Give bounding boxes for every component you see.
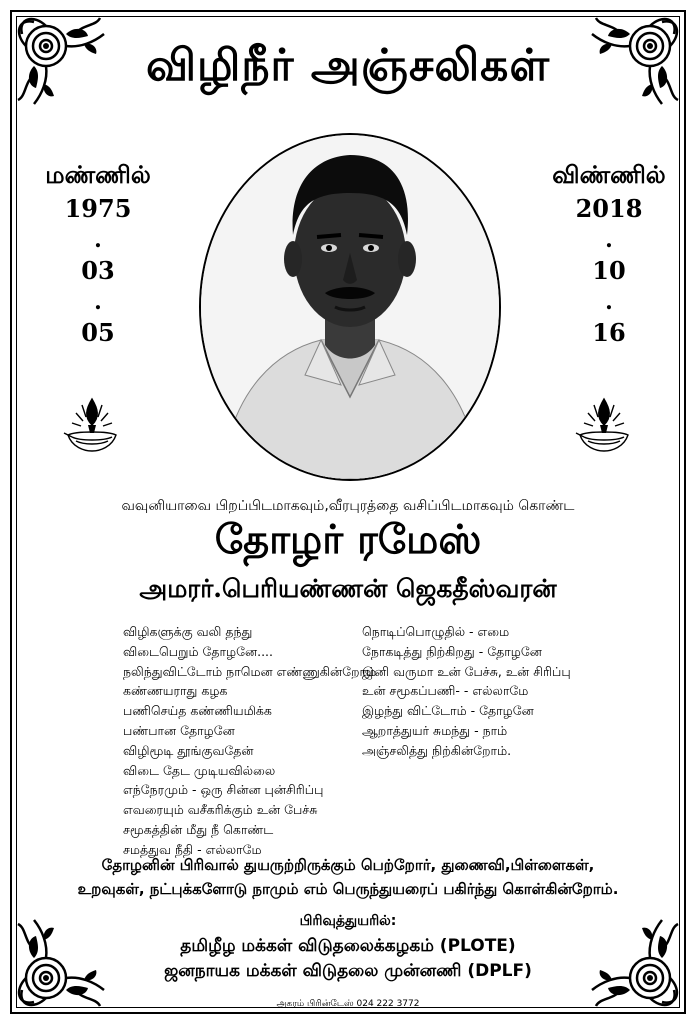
oil-lamp-icon (574, 395, 634, 459)
poem-line: நலிந்துவிட்டோம் நாமென எண்ணுகின்றோம் (123, 663, 377, 679)
condolence-message (40, 853, 656, 901)
sorrow-label: பிரிவுத்துயரில்: (299, 913, 397, 929)
page-title: விழிநீர் அஞ்சலிகள் (145, 40, 551, 91)
poem-line: பணிசெய்த கண்ணியமிக்க (123, 703, 272, 719)
birth-year: 1975 (64, 194, 132, 223)
birth-label: மண்ணில் (45, 160, 151, 189)
poem-line: எவரையும் வசீகரிக்கும் உன் பேச்சு (123, 802, 318, 818)
condolence-line: உறவுகள், நட்புக்களோடு நாமும் எம் பெருந்துயரைப் பகிர்ந்து கொள்கின்றோம். (77, 880, 619, 898)
poem-line: அஞ்சலித்து நிற்கின்றோம். (362, 742, 512, 758)
poem-line: ஆறாத்துயர் சுமந்து - நாம் (362, 722, 508, 738)
date-separator: . (605, 227, 613, 253)
person-title-name: தோழர் ரமேஸ் (214, 516, 482, 563)
poem-left-column (123, 622, 376, 860)
death-day: 16 (592, 318, 626, 347)
date-separator: . (94, 289, 102, 315)
birth-date (33, 160, 163, 348)
death-date (544, 160, 674, 348)
date-separator: . (94, 227, 102, 253)
poem-line: இனி வருமா உன் பேச்சு, உன் சிரிப்பு (362, 663, 571, 679)
poem-line: எந்நேரமும் - ஒரு சின்ன புன்சிரிப்பு (123, 782, 324, 798)
poem-right-column (362, 622, 571, 761)
poem-line: விடை தேட முடியவில்லை (123, 762, 276, 778)
poem-line: சமூகத்தின் மீது நீ கொண்ட (123, 821, 274, 837)
oil-lamp-icon (62, 395, 122, 459)
poem-line: உன் சமூகப்பணி- - எல்லாமே (362, 683, 529, 699)
death-month: 10 (592, 256, 626, 285)
poem-line: இழந்து விட்டோம் - தோழனே (362, 703, 534, 719)
poem-line: நோகடித்து நிற்கிறது - தோழனே (362, 643, 542, 659)
date-separator: . (605, 289, 613, 315)
poem-line: நொடிப்பொழுதில் - எமை (362, 624, 510, 639)
poem-line: விடைபெறும் தோழனே.... (123, 643, 274, 659)
person-full-name: அமரர்.பெரியண்ணன் ஜெகதீஸ்வரன் (139, 574, 557, 603)
organization-dplf: ஜனநாயக மக்கள் விடுதலை முன்னணி (DPLF) (164, 961, 532, 981)
condolence-line: தோழனின் பிரிவால் துயருற்றிருக்கும் பெற்றோர், துணைவி,பிள்ளைகள், (101, 856, 595, 874)
poem-line: சமத்துவ நீதி - எல்லாமே (123, 841, 262, 857)
poem-line: விழிகளுக்கு வலி தந்து (123, 624, 253, 639)
death-year: 2018 (575, 194, 643, 223)
poem-line: பண்பான தோழனே (123, 722, 235, 738)
organization-plote: தமிழீழ மக்கள் விடுதலைக்கழகம் (PLOTE) (180, 936, 516, 956)
poem-line: விழிமூடி தூங்குவதேன் (123, 742, 254, 758)
printer-credit: அகரம் பிரின்டேஸ் 024 222 3772 (276, 999, 420, 1009)
birth-day: 05 (81, 318, 115, 347)
poem-line: கண்ணயராது கழக (123, 683, 228, 699)
origin-text: வவுனியாவை பிறப்பிடமாகவும்,வீரபுரத்தை வசிப்பிடமாகவும் கொண்ட (121, 498, 575, 514)
death-label: விண்ணில் (552, 160, 666, 189)
portrait-photo (199, 133, 501, 481)
birth-month: 03 (81, 256, 115, 285)
